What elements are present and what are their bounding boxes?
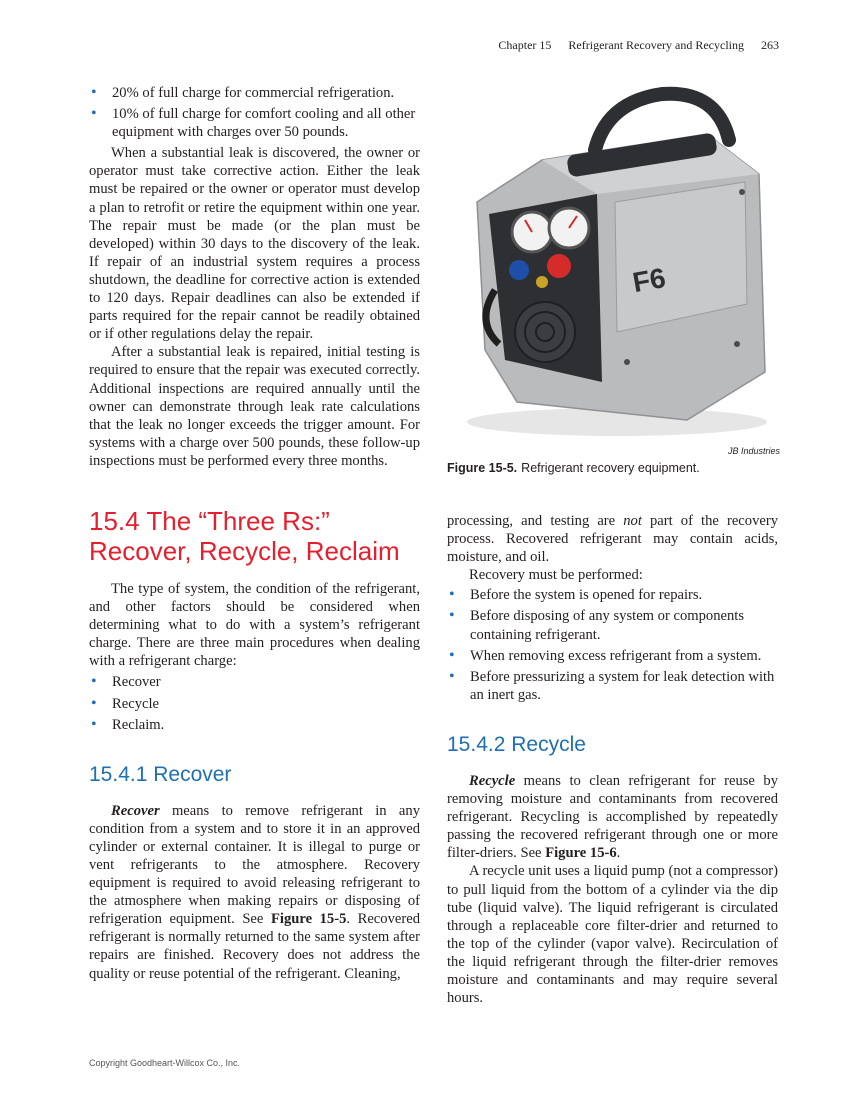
list-item: • When removing excess refrigerant from a system. bbox=[447, 647, 778, 665]
paragraph: The type of system, the condition of the refrigerant, and other factors should be considered when determining what to do with a system’s refrigerant charge. There are three main procedures when dealing with a refrigerant charge: bbox=[89, 580, 420, 670]
subsection-heading-recover: 15.4.1 Recover bbox=[89, 762, 232, 786]
right-column bbox=[447, 512, 778, 1007]
copyright-footer: Copyright Goodheart-Willcox Co., Inc. bbox=[89, 1058, 241, 1068]
figure-caption-text: Refrigerant recovery equipment. bbox=[521, 461, 700, 475]
blue-knob bbox=[509, 260, 529, 280]
brass-fitting bbox=[536, 276, 548, 288]
page-number: 263 bbox=[761, 38, 779, 52]
leak-threshold-list bbox=[89, 84, 420, 141]
subsection-heading-recycle: 15.4.2 Recycle bbox=[447, 732, 586, 756]
paragraph: After a substantial leak is repaired, initial testing is required to ensure that the repair was executed correctly. Additional inspections are required annually until the owner can demonstrate through leak rate calculations that the leak no longer exceeds the trigger amount. For systems with a charge over 500 pounds, these follow-up inspections must be performed every three months. bbox=[89, 344, 420, 469]
list-item: • Reclaim. bbox=[89, 716, 420, 734]
recover-paragraph: Recover means to remove refrigerant in any condition from a system and to store it in an approved cylinder or external container. It is illegal to purge or vent refrigerants to the atmosphere. Recovery equipment is required to avoid releasing refrigerant to the atmosphere when making repairs or disposing of refrigeration equipment. See Figure 15-5. Recovered refrigerant is normally returned to the same system after repairs are finished. Recovery does not address the quality or reuse potential of the refrigerant. Cleaning, bbox=[89, 802, 420, 982]
recovery-unit-illustration bbox=[447, 82, 780, 444]
red-knob bbox=[547, 254, 571, 278]
section-heading: 15.4 The “Three Rs:” Recover, Recycle, Reclaim bbox=[89, 505, 400, 566]
figure-caption bbox=[447, 461, 780, 475]
list-item: • 10% of full charge for comfort cooling and all other equipment with charges over 50 pounds. bbox=[89, 105, 420, 141]
list-item: • Before pressurizing a system for leak detection with an inert gas. bbox=[447, 668, 778, 704]
chapter-title: Refrigerant Recovery and Recycling bbox=[568, 38, 744, 52]
running-head bbox=[484, 38, 779, 53]
emphasis-not: not bbox=[623, 513, 642, 529]
paragraph: Recovery must be performed: bbox=[469, 567, 643, 584]
figure-recovery-unit bbox=[447, 82, 780, 444]
figure-reference: Figure 15-6 bbox=[545, 845, 617, 862]
brand-mark: F6 bbox=[630, 262, 668, 299]
list-item: • Before disposing of any system or components containing refrigerant. bbox=[447, 607, 778, 643]
paragraph: A recycle unit uses a liquid pump (not a compressor) to pull liquid from the bottom of a cylinder via the dip tube (liquid valve). The liquid refrigerant is circulated through a replaceable core filter-drier and returned to the top of the cylinder (vapor valve). Recirculation of the liquid refrigerant through the filter-drier removes moisture and contaminants and may require several hours. bbox=[447, 863, 778, 1007]
figure-label: Figure 15-5. bbox=[447, 461, 518, 475]
list-item: • Before the system is opened for repairs. bbox=[447, 586, 778, 604]
term-recycle: Recycle bbox=[469, 772, 516, 789]
paragraph: processing, and testing are not part of the recovery process. Recovered refrigerant may contain acids, moisture, and oil. bbox=[447, 513, 778, 566]
figure-reference: Figure 15-5 bbox=[270, 911, 347, 928]
paragraph: When a substantial leak is discovered, the owner or operator must take corrective action. Either the leak must be repaired or the owner or operator must develop a plan to retrofit or retire the equipment within one year. The repair must be made (or the plan must be developed) within 30 days to the discovery of the leak. If repair of an industrial system requires a process shutdown, the deadline for corrective action is extended to 120 days. Repair deadlines can also be extended if parts required for the repair cannot be readily obtained or if other regulations delay the repair. bbox=[89, 145, 420, 343]
left-column bbox=[89, 82, 420, 983]
list-item: • Recycle bbox=[89, 695, 420, 713]
figure-credit: JB Industries bbox=[727, 446, 780, 456]
chapter-label: Chapter 15 bbox=[498, 38, 552, 52]
three-rs-list bbox=[89, 673, 420, 733]
recovery-conditions-list bbox=[447, 586, 778, 704]
list-item: • 20% of full charge for commercial refrigeration. bbox=[89, 84, 420, 102]
list-item: • Recover bbox=[89, 673, 420, 691]
recycle-paragraph: Recycle means to clean refrigerant for reuse by removing moisture and contaminants from recovered refrigerant. Recycling is accomplished by repeatedly passing the recovered refrigerant through one or more filter-driers. See Figure 15-6. bbox=[447, 772, 778, 862]
term-recover: Recover bbox=[111, 802, 160, 819]
